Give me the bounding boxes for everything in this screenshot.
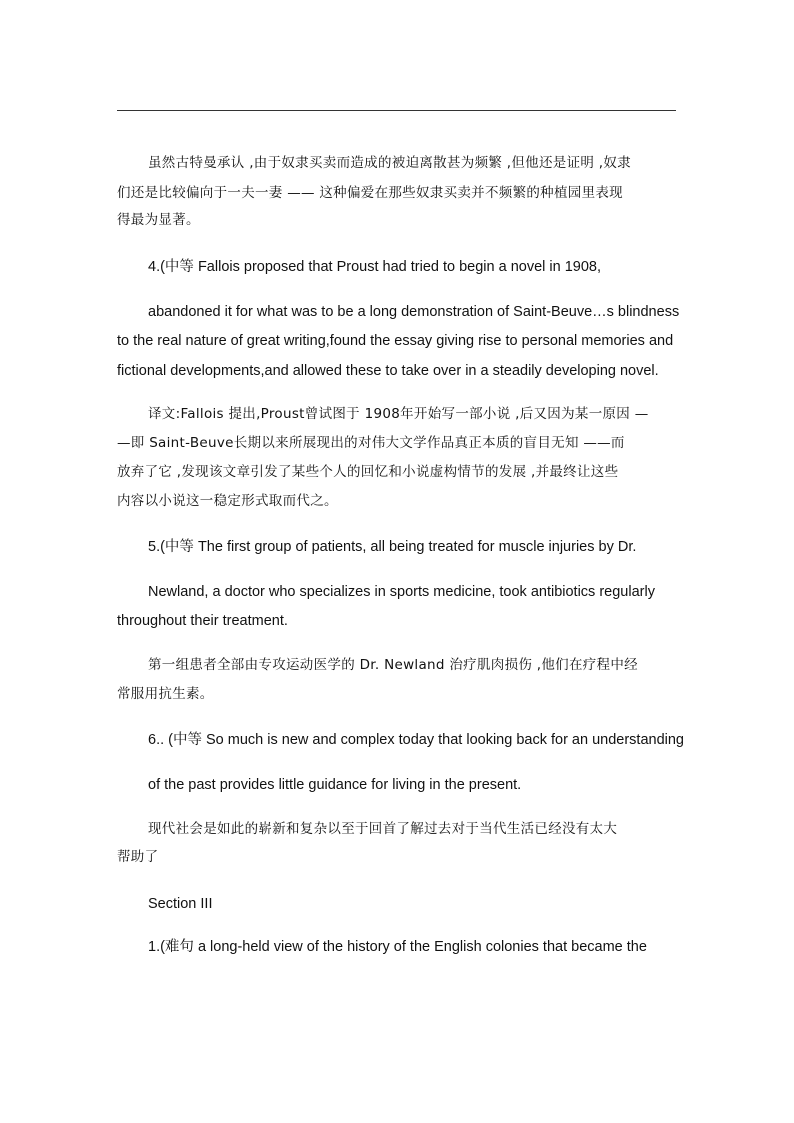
text-line: —即 Saint-Beuve长期以来所展现出的对伟大文学作品真正本质的盲目无知 ——而: [117, 435, 625, 451]
text-line: 得最为显著。: [117, 212, 200, 228]
text-line: 帮助了: [117, 849, 159, 865]
text-line: Newland, a doctor who specializes in sports medicine, took antibiotics regularly: [148, 584, 655, 600]
text-line: 第一组患者全部由专攻运动医学的 Dr. Newland 治疗肌肉损伤 ,他们在疗程中经: [148, 657, 638, 673]
text-line: 4.(中等 Fallois proposed that Proust had tried to begin a novel in 1908,: [148, 259, 601, 275]
text-line: of the past provides little guidance for living in the present.: [148, 777, 522, 793]
text-line: 们还是比较偏向于一夫一妻 —— 这种偏爱在那些奴隶买卖并不频繁的种植园里表现: [117, 185, 623, 201]
text-line: 1.(难句 a long-held view of the history of the English colonies that became the: [148, 939, 647, 955]
text-line: 5.(中等 The first group of patients, all being treated for muscle injuries by Dr.: [148, 539, 637, 555]
text-line: 虽然古特曼承认 ,由于奴隶买卖而造成的被迫离散甚为频繁 ,但他还是证明 ,奴隶: [148, 155, 631, 171]
text-line: throughout their treatment.: [117, 613, 288, 629]
text-line: 现代社会是如此的崭新和复杂以至于回首了解过去对于当代生活已经没有太大: [148, 821, 618, 837]
text-line: 放弃了它 ,发现该文章引发了某些个人的回忆和小说虚构情节的发展 ,并最终让这些: [117, 464, 619, 480]
text-line: 6.. (中等 So much is new and complex today that looking back for an understanding: [148, 732, 684, 748]
text-line: abandoned it for what was to be a long demonstration of Saint-Beuve…s blindness: [148, 304, 680, 320]
text-line: to the real nature of great writing,found the essay giving rise to personal memories and: [117, 333, 674, 349]
text-line: 常服用抗生素。: [117, 686, 214, 702]
text-line: 译文:Fallois 提出,Proust曾试图于 1908年开始写一部小说 ,后又因为某一原因 —: [148, 406, 649, 422]
section-heading: Section III: [148, 896, 213, 912]
header-rule: [117, 110, 676, 111]
text-line: 内容以小说这一稳定形式取而代之。: [117, 493, 338, 509]
text-line: fictional developments,and allowed these to take over in a steadily developing novel.: [117, 363, 659, 379]
